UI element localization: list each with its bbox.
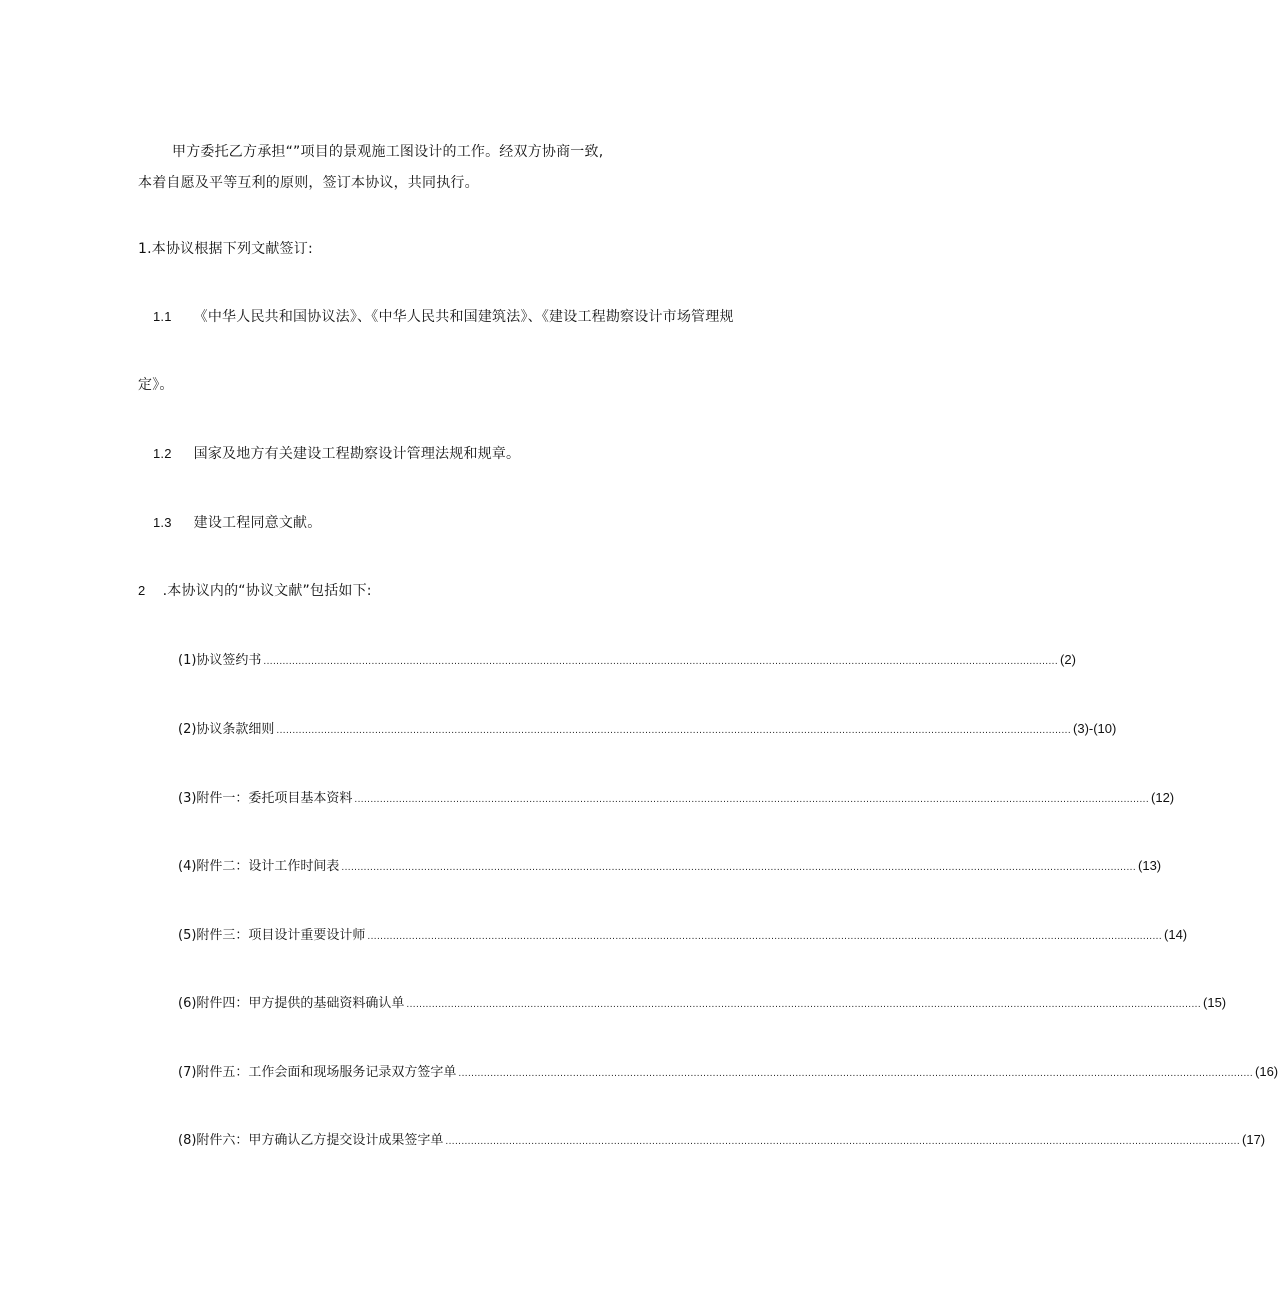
toc-page-number: (3)-(10) [1073,721,1117,736]
toc-entry [178,789,1175,809]
section-1-heading: 1.本协议根据下列文献签订: [138,241,313,257]
clause-1-2 [153,445,520,463]
toc-entry [178,1131,1266,1151]
clause-1-1 [153,308,734,326]
section-2-heading [138,582,372,600]
clause-number: 1.3 [153,515,172,530]
toc-page-number: (15) [1203,995,1227,1010]
toc-leader-dots: .......................................................................................................................................................................................................................................................... [445,1136,1241,1147]
toc-leader-dots: .......................................................................................................................................................................................................................................................... [341,862,1137,873]
clause-number: 1.2 [153,446,172,461]
toc-page-number: (12) [1151,790,1175,805]
toc-entry [178,857,1162,877]
toc-leader-dots: .......................................................................................................................................................................................................................................................... [367,931,1163,942]
toc-entry [178,651,1076,671]
toc-entry [178,720,1117,740]
toc-page-number: (14) [1164,927,1188,942]
toc-label: (5)附件三：项目设计重要设计师 [178,928,366,943]
section-number: 2 [138,583,146,598]
toc-label: (2)协议条款细则 [178,722,275,737]
toc-leader-dots: .......................................................................................................................................................................................................................................................... [263,656,1059,667]
toc-label: (6)附件四：甲方提供的基础资料确认单 [178,996,405,1011]
clause-text: 建设工程同意文献。 [193,515,322,531]
toc-entry [178,926,1188,946]
clause-number: 1.1 [153,309,172,324]
toc-label: (3)附件一：委托项目基本资料 [178,791,353,806]
section-heading-text: .本协议内的“协议文献”包括如下: [162,583,372,599]
toc-label: (4)附件二：设计工作时间表 [178,859,340,874]
clause-text: 《中华人民共和国协议法》、《中华人民共和国建筑法》、《建设工程勘察设计市场管理规 [193,309,734,325]
toc-leader-dots: .......................................................................................................................................................................................................................................................... [458,1068,1254,1079]
clause-1-3 [153,514,321,532]
toc-label: (8)附件六：甲方确认乙方提交设计成果签字单 [178,1133,444,1148]
toc-leader-dots: .......................................................................................................................................................................................................................................................... [406,999,1202,1010]
toc-leader-dots: .......................................................................................................................................................................................................................................................... [354,794,1150,805]
clause-1-1-continuation: 定》。 [138,377,174,393]
toc-label: (7)附件五：工作会面和现场服务记录双方签字单 [178,1065,457,1080]
toc-page-number: (17) [1242,1132,1266,1147]
toc-entry [178,994,1227,1014]
toc-page-number: (13) [1138,858,1162,873]
clause-text: 国家及地方有关建设工程勘察设计管理法规和规章。 [193,446,521,462]
intro-line-1: 甲方委托乙方承担“”项目的景观施工图设计的工作。经双方协商一致, [172,144,604,160]
toc-label: (1)协议签约书 [178,653,262,668]
toc-entry [178,1063,1278,1083]
toc-leader-dots: .......................................................................................................................................................................................................................................................... [276,725,1072,736]
toc-page-number: (2) [1060,652,1076,667]
toc-page-number: (16) [1255,1064,1278,1079]
intro-line-2: 本着自愿及平等互利的原则，签订本协议，共同执行。 [138,175,479,191]
